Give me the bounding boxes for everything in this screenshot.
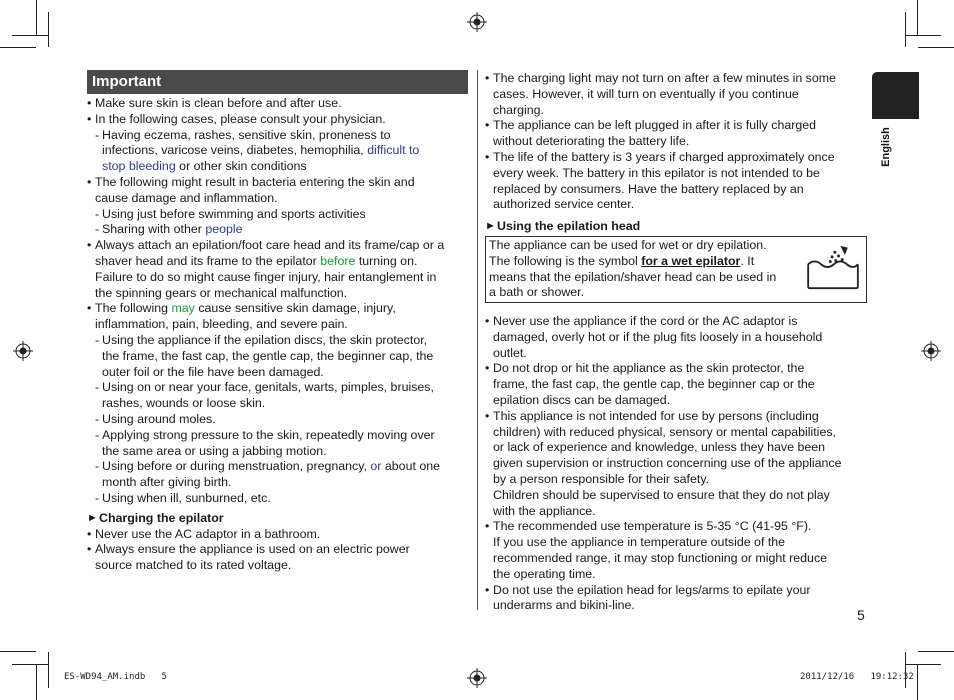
text-line: a bath or shower. [489, 285, 585, 300]
section-heading: ► Charging the epilator [87, 511, 468, 527]
list-item: • Always attach an epilation/foot care head and its frame/cap or a [87, 238, 468, 254]
footer-file-info: ES-WD94_AM.indb 5 [64, 672, 167, 682]
highlight-text: people [205, 222, 243, 237]
registration-mark-icon [467, 668, 487, 688]
list-item: • The life of the battery is 3 years if charged approximately once [485, 150, 869, 166]
important-header: Important [87, 70, 468, 94]
highlight-text: before [320, 253, 356, 268]
list-item: • The charging light may not turn on after a few minutes in some [485, 71, 869, 87]
text-line: frame, the fast cap, the gentle cap, the beginner cap or the [493, 377, 815, 392]
list-item: • The following might result in bacteria entering the skin and [87, 175, 468, 191]
registration-mark-icon [13, 341, 33, 361]
sub-list-item: - Sharing with other people [87, 222, 468, 238]
page-number: 5 [857, 607, 865, 623]
text-line: underarms and bikini-line. [493, 598, 635, 613]
text-line: recommended range, it may stop functioning or might reduce [493, 550, 828, 565]
text-line: The following is the symbol for a wet epilator. It [489, 253, 755, 268]
sub-list-item: - Using the appliance if the epilation discs, the skin protector, [87, 333, 468, 349]
text-line: or lack of experience and knowledge, unless they have been [493, 440, 826, 455]
text-line: inflammation, pain, bleeding, and severe pain. [95, 317, 348, 332]
text-line: authorized service center. [493, 197, 635, 212]
sub-list-item: - Having eczema, rashes, sensitive skin, proneness to [87, 128, 468, 144]
sub-list-item: - Using when ill, sunburned, etc. [87, 491, 468, 507]
language-label: English [880, 127, 892, 167]
text-line: month after giving birth. [102, 475, 232, 490]
list-item: • In the following cases, please consult your physician. [87, 112, 468, 128]
list-item: • Do not drop or hit the appliance as the skin protector, the [485, 361, 869, 377]
list-item: • The following may cause sensitive skin damage, injury, [87, 301, 468, 317]
list-item: • Do not use the epilation head for legs/arms to epilate your [485, 583, 869, 599]
text-line: outlet. [493, 345, 527, 360]
text-line: the spinning gears or mechanical malfunction. [95, 285, 348, 300]
text-line: damaged, overly hot or if the plug fits loosely in a household [493, 329, 823, 344]
text-line: with the appliance. [493, 503, 596, 518]
text-line: stop bleeding or other skin conditions [102, 159, 307, 174]
text-line: infections, varicose veins, diabetes, hemophilia, difficult to [102, 143, 420, 158]
text-line: epilation discs can be damaged. [493, 392, 671, 407]
list-item: • The appliance can be left plugged in after it is fully charged [485, 118, 869, 134]
wet-epilator-symbol-label: for a wet epilator [641, 253, 741, 268]
text-line: means that the epilation/shaver head can be used in [489, 269, 777, 284]
text-line: shaver head and its frame to the epilator before turning on. [95, 253, 418, 268]
text-line: outer foil or the file have been damaged. [102, 364, 324, 379]
text-line: The appliance can be used for wet or dry epilation. [489, 237, 767, 252]
sub-list-item: - Using around moles. [87, 412, 468, 428]
footer-timestamp: 2011/12/16 19:12:32 [800, 672, 914, 682]
column-divider [477, 70, 478, 610]
registration-mark-icon [921, 341, 941, 361]
text-line: the operating time. [493, 566, 596, 581]
list-item: • The recommended use temperature is 5-35 °C (41-95 °F). [485, 519, 869, 535]
language-tab [872, 72, 919, 119]
text-line: given supervision or instruction concerning use of the appliance [493, 456, 842, 471]
text-line: cases. However, it will turn on eventually if you continue [493, 86, 799, 101]
text-line: Children should be supervised to ensure that they do not play [493, 487, 830, 502]
sub-list-item: - Applying strong pressure to the skin, repeatedly moving over [87, 428, 468, 444]
right-column [485, 71, 869, 614]
wet-epilator-info-box [485, 236, 867, 303]
sub-list-item: - Using just before swimming and sports activities [87, 207, 468, 223]
list-item: • Make sure skin is clean before and after use. [87, 96, 468, 112]
text-line: without deteriorating the battery life. [493, 134, 690, 149]
registration-mark-icon [467, 12, 487, 32]
list-item: • Always ensure the appliance is used on an electric power [87, 542, 468, 558]
sub-list-item: - Using on or near your face, genitals, warts, pimples, bruises, [87, 380, 468, 396]
highlight-text: may [171, 301, 195, 316]
text-line: children) with reduced physical, sensory or mental capabilities, [493, 424, 836, 439]
text-line: by a person responsible for their safety. [493, 471, 710, 486]
list-item: • This appliance is not intended for use by persons (including [485, 409, 869, 425]
text-line: charging. [493, 102, 544, 117]
text-line: If you use the appliance in temperature outside of the [493, 535, 786, 550]
text-line: every week. The battery in this epilator is not intended to be [493, 165, 820, 180]
highlight-text: or [370, 459, 382, 474]
text-line: the same area or using a jabbing motion. [102, 443, 327, 458]
wet-epilator-shower-icon [804, 244, 862, 290]
text-line: rashes, wounds or loose skin. [102, 396, 266, 411]
text-line: the frame, the fast cap, the gentle cap, the beginner cap, the [102, 348, 434, 363]
highlight-text: difficult to [367, 143, 420, 158]
highlight-text: stop bleeding [102, 159, 176, 174]
list-item: • Never use the appliance if the cord or the AC adaptor is [485, 314, 869, 330]
text-line: Failure to do so might cause finger injury, hair entanglement in [95, 269, 437, 284]
sub-list-item: - Using before or during menstruation, pregnancy, or about one [87, 459, 468, 475]
text-line: source matched to its rated voltage. [95, 558, 292, 573]
text-line: replaced by consumers. Have the battery replaced by an [493, 181, 804, 196]
left-column [87, 70, 468, 574]
text-line: cause damage and inflammation. [95, 190, 278, 205]
list-item: • Never use the AC adaptor in a bathroom. [87, 527, 468, 543]
section-heading: ► Using the epilation head [485, 219, 869, 235]
